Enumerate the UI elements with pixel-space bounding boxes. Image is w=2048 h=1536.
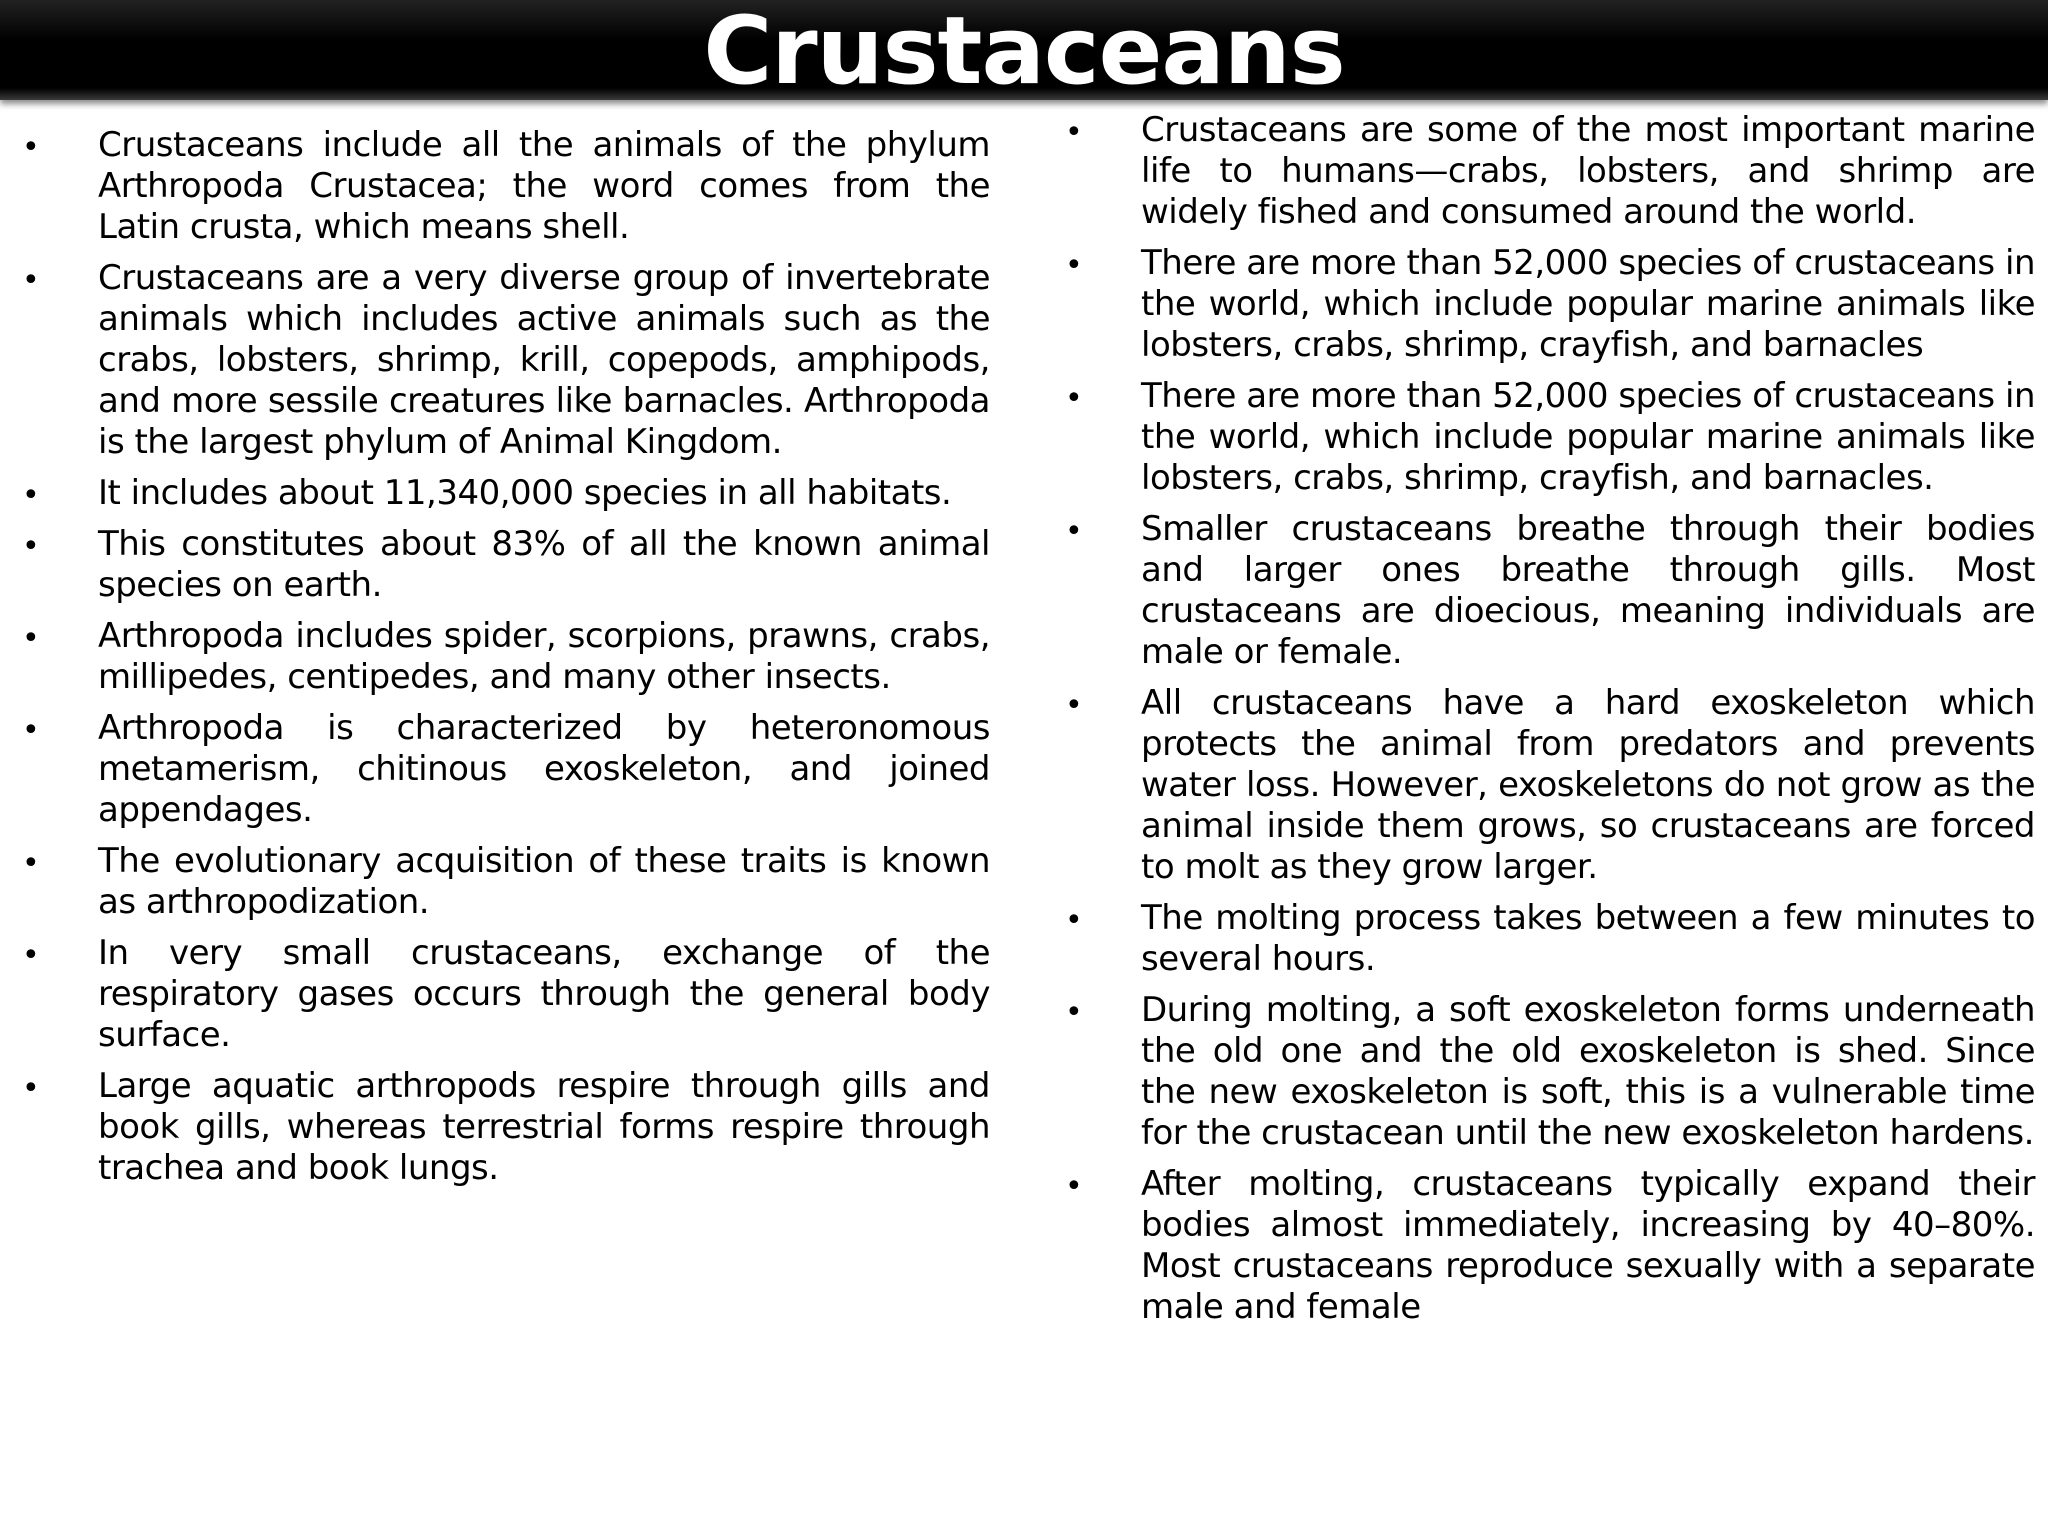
bullet-icon: • — [1065, 995, 1083, 1030]
bullet-text: It includes about 11,340,000 species in all habitats. — [98, 473, 952, 513]
bullet-text: In very small crustaceans, exchange of the respiratory gases occurs through the general body surface. — [98, 933, 990, 1055]
bullet-item — [1045, 990, 2035, 1154]
left-bullet-list — [0, 125, 990, 1199]
bullet-text: There are more than 52,000 species of crustaceans in the world, which include popular marine animals like lobsters, crabs, shrimp, crayfish, and barnacles. — [1141, 376, 2035, 498]
bullet-icon: • — [22, 263, 40, 298]
bullet-item — [0, 1066, 990, 1189]
bullet-item — [0, 258, 990, 463]
bullet-item — [0, 841, 990, 923]
bullet-item — [1045, 243, 2035, 366]
bullet-icon: • — [22, 846, 40, 881]
bullet-text: Arthropoda includes spider, scorpions, prawns, crabs, millipedes, centipedes, and many other insects. — [98, 616, 990, 697]
bullet-item — [0, 125, 990, 248]
bullet-text: All crustaceans have a hard exoskeleton which protects the animal from predators and prevents water loss. However, exoskeletons do not grow as the animal inside them grows, so crustaceans are forced to molt as they grow larger. — [1141, 683, 2035, 887]
bullet-icon: • — [1065, 903, 1083, 938]
bullet-text: There are more than 52,000 species of crustaceans in the world, which include popular marine animals like lobsters, crabs, shrimp, crayfish, and barnacles — [1141, 243, 2035, 365]
bullet-text: Arthropoda is characterized by heteronomous metamerism, chitinous exoskeleton, and joined appendages. — [98, 708, 990, 830]
bullet-icon: • — [22, 529, 40, 564]
bullet-icon: • — [22, 621, 40, 656]
bullet-icon: • — [1065, 514, 1083, 549]
bullet-item — [1045, 898, 2035, 980]
bullet-text: This constitutes about 83% of all the known animal species on earth. — [98, 524, 990, 605]
bullet-text: The evolutionary acquisition of these traits is known as arthropodization. — [98, 841, 990, 922]
bullet-icon: • — [22, 713, 40, 748]
bullet-item — [1045, 376, 2035, 499]
bullet-icon: • — [22, 938, 40, 973]
bullet-text: During molting, a soft exoskeleton forms underneath the old one and the old exoskeleton is shed. Since the new exoskeleton is soft, this is a vulnerable time for the crustacean until the new exoskeleton hardens. — [1141, 990, 2035, 1153]
bullet-text: Crustaceans are a very diverse group of invertebrate animals which includes active animals such as the crabs, lobsters, shrimp, krill, copepods, amphipods, and more sessile creatures like barnacles. Arthropoda is the largest phylum of Animal Kingdom. — [98, 258, 990, 462]
bullet-item — [0, 933, 990, 1056]
bullet-text: Crustaceans are some of the most important marine life to humans—crabs, lobsters, and shrimp are widely fished and consumed around the world. — [1141, 110, 2035, 232]
bullet-item — [0, 473, 990, 514]
bullet-text: Crustaceans include all the animals of the phylum Arthropoda Crustacea; the word comes from the Latin crusta, which means shell. — [98, 125, 990, 247]
bullet-item — [1045, 509, 2035, 673]
bullet-icon: • — [22, 478, 40, 513]
bullet-text: Smaller crustaceans breathe through their bodies and larger ones breathe through gills. Most crustaceans are dioecious, meaning individuals are male or female. — [1141, 509, 2035, 672]
bullet-icon: • — [1065, 115, 1083, 150]
bullet-item — [1045, 1164, 2035, 1328]
bullet-item — [1045, 683, 2035, 888]
slide-title: Crustaceans — [703, 0, 1345, 106]
bullet-text: The molting process takes between a few minutes to several hours. — [1141, 898, 2035, 979]
bullet-item — [0, 524, 990, 606]
bullet-item — [0, 616, 990, 698]
bullet-icon: • — [1065, 248, 1083, 283]
bullet-icon: • — [1065, 381, 1083, 416]
bullet-icon: • — [22, 130, 40, 165]
bullet-item — [0, 708, 990, 831]
bullet-text: After molting, crustaceans typically expand their bodies almost immediately, increasing by 40–80%. Most crustaceans reproduce sexually with a separate male and female — [1141, 1164, 2035, 1327]
bullet-icon: • — [1065, 1169, 1083, 1204]
bullet-icon: • — [22, 1071, 40, 1106]
bullet-icon: • — [1065, 688, 1083, 723]
bullet-item — [1045, 110, 2035, 233]
bullet-text: Large aquatic arthropods respire through gills and book gills, whereas terrestrial forms respire through trachea and book lungs. — [98, 1066, 990, 1188]
right-bullet-list — [1045, 110, 2035, 1338]
